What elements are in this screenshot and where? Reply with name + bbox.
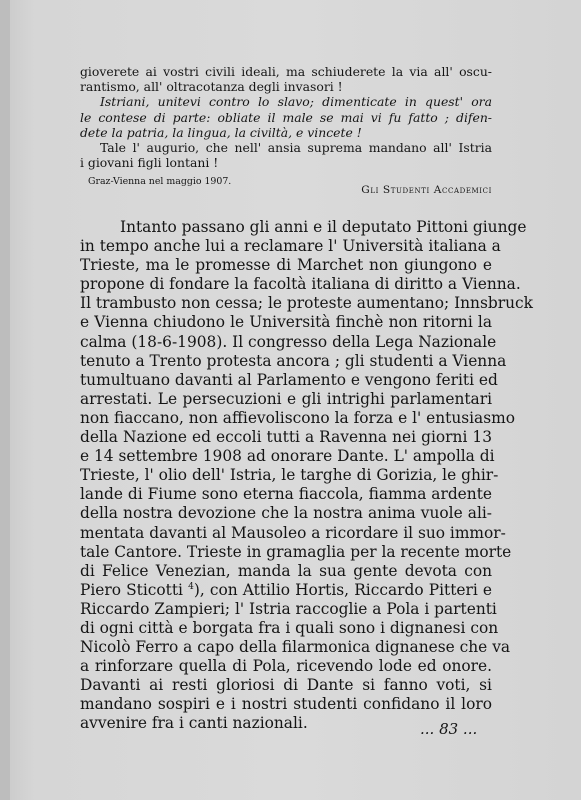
paragraph-line: Trieste, l' olio dell' Istria, le targhe di Gorizia, le ghir- <box>80 466 499 485</box>
paragraph-line: Il trambusto non cessa; le proteste aumentano; Innsbruck <box>80 294 533 313</box>
page-gutter-shadow <box>0 0 10 800</box>
paragraph-line: calma (18-6-1908). Il congresso della Lega Nazionale <box>80 332 497 351</box>
paragraph-line: e 14 settembre 1908 ad onorare Dante. L' ampolla di <box>80 447 495 466</box>
paragraph-line: non fiaccano, non affievoliscono la forza e l' entusiasmo <box>80 408 515 427</box>
quote-line: le contese di parte: obliate il male se mai vi fu fatto ; difen- <box>80 109 492 125</box>
quote-line: Istriani, unitevi contro lo slavo; dimenticate in quest' ora <box>100 94 492 110</box>
paragraph-line: a rinforzare quella di Pola, ricevendo lode ed onore. <box>80 657 492 676</box>
paragraph-line-with-footnote <box>80 581 492 600</box>
paragraph-line: Intanto passano gli anni e il deputato Pittoni giunge <box>120 218 527 236</box>
paragraph-line: lande di Fiume sono eterna fiaccola, fiamma ardente <box>80 485 492 504</box>
paragraph-line: tale Cantore. Trieste in gramaglia per la recente morte <box>80 542 512 561</box>
paragraph-line: propone di fondare la facoltà italiana di diritto a Vienna. <box>80 275 521 294</box>
quote-line: rantismo, all' oltracotanza degli invasori ! <box>80 79 343 95</box>
footnote-reference: 4 <box>188 581 194 592</box>
paragraph-line: arrestati. Le persecuzioni e gli intrighi parlamentari <box>80 389 492 408</box>
quote-line: i giovani figli lontani ! <box>80 155 219 171</box>
quote-line: Tale l' augurio, che nell' ansia suprema mandano all' Istria <box>100 140 492 156</box>
paragraph-line: in tempo anche lui a reclamare l' Università italiana a <box>80 237 501 256</box>
signature-place-date: Graz-Vienna nel maggio 1907. <box>88 176 232 187</box>
paragraph-line: Nicolò Ferro a capo della filarmonica dignanese che va <box>80 638 511 657</box>
paragraph-line: Riccardo Zampieri; l' Istria raccoglie a Pola i partenti <box>80 599 497 618</box>
paragraph-line: della Nazione ed eccoli tutti a Ravenna nei giorni 13 <box>80 428 492 447</box>
paragraph-line: tenuto a Trento protesta ancora ; gli studenti a Vienna <box>80 351 507 370</box>
paragraph-line: di ogni città e borgata fra i quali sono i dignanesi con <box>80 618 499 637</box>
paragraph-line: mentata davanti al Mausoleo a ricordare il suo immor- <box>80 523 506 542</box>
page-number: ... 83 ... <box>420 720 478 738</box>
line-start: Piero Sticotti <box>80 580 183 599</box>
line-end: ), con Attilio Hortis, Riccardo Pitteri e <box>193 580 492 599</box>
signature-name: Gli Studenti Accademici <box>361 184 492 196</box>
paragraph-line: Trieste, ma le promesse di Marchet non giungono e <box>80 256 492 275</box>
quote-line: dete la patria, la lingua, la civiltà, e vincete ! <box>80 124 362 140</box>
quoted-appeal <box>80 64 492 170</box>
paragraph-line: e Vienna chiudono le Università finchè non ritorni la <box>80 313 492 332</box>
paragraph-line: tumultuano davanti al Parlamento e vengono feriti ed <box>80 370 498 389</box>
paragraph-line: avvenire fra i canti nazionali. <box>80 714 308 733</box>
paragraph-line: Davanti ai resti gloriosi di Dante si fanno voti, si <box>80 676 492 695</box>
paragraph-line: della nostra devozione che la nostra anima vuole ali- <box>80 504 492 523</box>
main-paragraph <box>80 218 533 734</box>
quote-line: gioverete ai vostri civili ideali, ma schiuderete la via all' oscu- <box>80 64 492 79</box>
paragraph-line: di Felice Venezian, manda la sua gente devota con <box>80 561 492 580</box>
paragraph-line: mandano sospiri e i nostri studenti confidano il loro <box>80 695 492 714</box>
